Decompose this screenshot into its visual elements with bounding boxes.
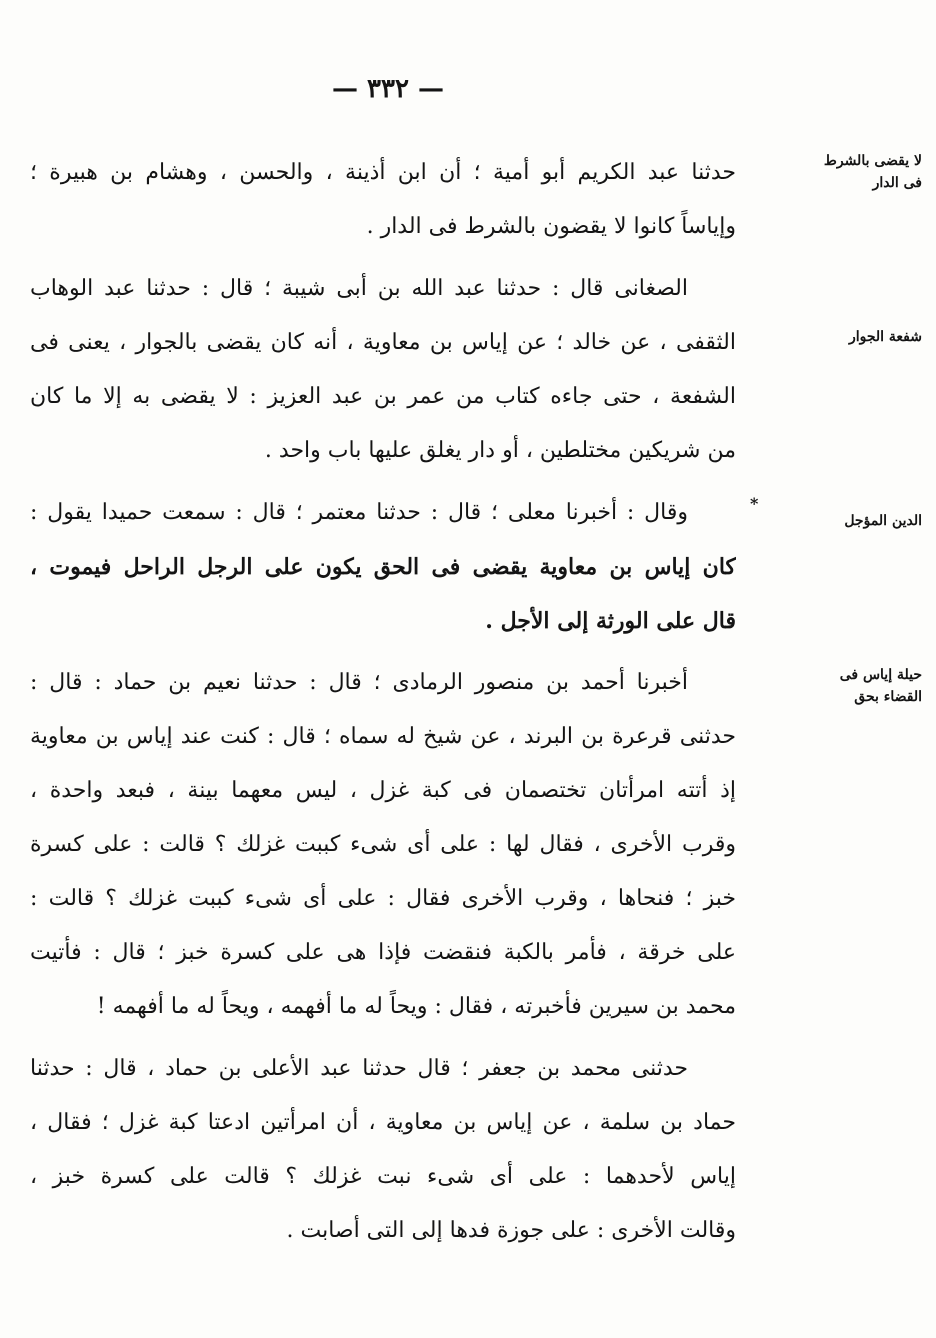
side-note-condition — [812, 150, 922, 194]
text-line: الصغانى قال : حدثنا عبد الله بن أبى شيبة ؛ قال : حدثنا عبد الوهاب — [30, 276, 688, 301]
text-line: الشفعة ، حتى جاءه كتاب من عمر بن عبد العزيز : لا يقضى به إلا ما كان — [30, 384, 736, 409]
side-note-line: القضاء بحق — [854, 689, 922, 705]
text-line: وقالت الأخرى : على جوزة فدها إلى التى أصابت . — [286, 1218, 736, 1243]
side-note-line: شفعة الجوار — [848, 329, 922, 345]
page-number: — ٣٣٢ — — [331, 74, 445, 104]
text-line: وإياساً كانوا لا يقضون بالشرط فى الدار . — [366, 214, 736, 239]
main-text — [30, 146, 736, 1258]
side-note-iyas-ruse — [812, 664, 922, 708]
text-line: وقال : أخبرنا معلى ؛ قال : حدثنا معتمر ؛ قال : سمعت حميدا يقول : — [30, 500, 688, 525]
text-line: الثقفى ، عن خالد ؛ عن إياس بن معاوية ، أنه كان يقضى بالجوار ، يعنى فى — [30, 330, 736, 355]
side-note-deferred-debt — [812, 510, 922, 532]
text-line: أخبرنا أحمد بن منصور الرمادى ؛ قال : حدثنا نعيم بن حماد : قال : — [30, 670, 688, 695]
text-line: من شريكين مختلطين ، أو دار يغلق عليها باب واحد . — [264, 438, 736, 463]
text-line: محمد بن سيرين فأخبرته ، فقال : ويحاً له ما أفهمه ، ويحاً له ما أفهمه ! — [96, 994, 736, 1019]
paragraph — [30, 1042, 736, 1258]
text-line: كان إياس بن معاوية يقضى فى الحق يكون على الرجل الراحل فيموت ، — [30, 554, 736, 580]
text-line: قال على الورثة إلى الأجل . — [485, 608, 736, 634]
side-note-line: لا يقضى بالشرط — [823, 153, 922, 169]
text-line: على خرقة ، فأمر بالكبة فنقضت فإذا هى على كسرة خبز ؛ قال : فأتيت — [30, 940, 736, 965]
paragraph — [30, 656, 736, 1034]
paragraph — [30, 262, 736, 478]
text-line: خبز ؛ فنحاها ، وقرب الأخرى فقال : على أى شىء كببت غزلك ؟ قالت : — [30, 886, 736, 911]
star-mark: * — [750, 494, 759, 513]
text-line: حماد بن سلمة ، عن إياس بن معاوية ، أن امرأتين ادعتا كبة غزل ؛ فقال ، — [30, 1110, 736, 1135]
text-line: وقرب الأخرى ، فقال لها : على أى شىء كببت غزلك ؟ قالت : على كسرة — [30, 832, 736, 857]
side-note-line: حيلة إياس فى — [839, 667, 922, 683]
text-line: حدثنى قرعرة بن البرند ، عن شيخ له سماه ؛ قال : كنت عند إياس بن معاوية — [30, 724, 736, 749]
paragraph — [30, 486, 736, 648]
paragraph — [30, 146, 736, 254]
side-note-line: فى الدار — [872, 175, 922, 191]
side-note-line: الدين المؤجل — [844, 513, 922, 529]
text-line: حدثنى محمد بن جعفر ؛ قال حدثنا عبد الأعلى بن حماد ، قال : حدثنا — [30, 1056, 688, 1081]
text-line: إذ أتته امرأتان تختصمان فى كبة غزل ، ليس معهما بينة ، فبعد واحدة ، — [30, 778, 736, 803]
text-line: إياس لأحدهما : على أى شىء نبت غزلك ؟ قالت على كسرة خبز ، — [30, 1164, 736, 1189]
text-line: حدثنا عبد الكريم أبو أمية ؛ أن ابن أذينة ، والحسن ، وهشام بن هبيرة ؛ — [30, 160, 736, 185]
side-note-neighbor-preemption — [812, 326, 922, 348]
